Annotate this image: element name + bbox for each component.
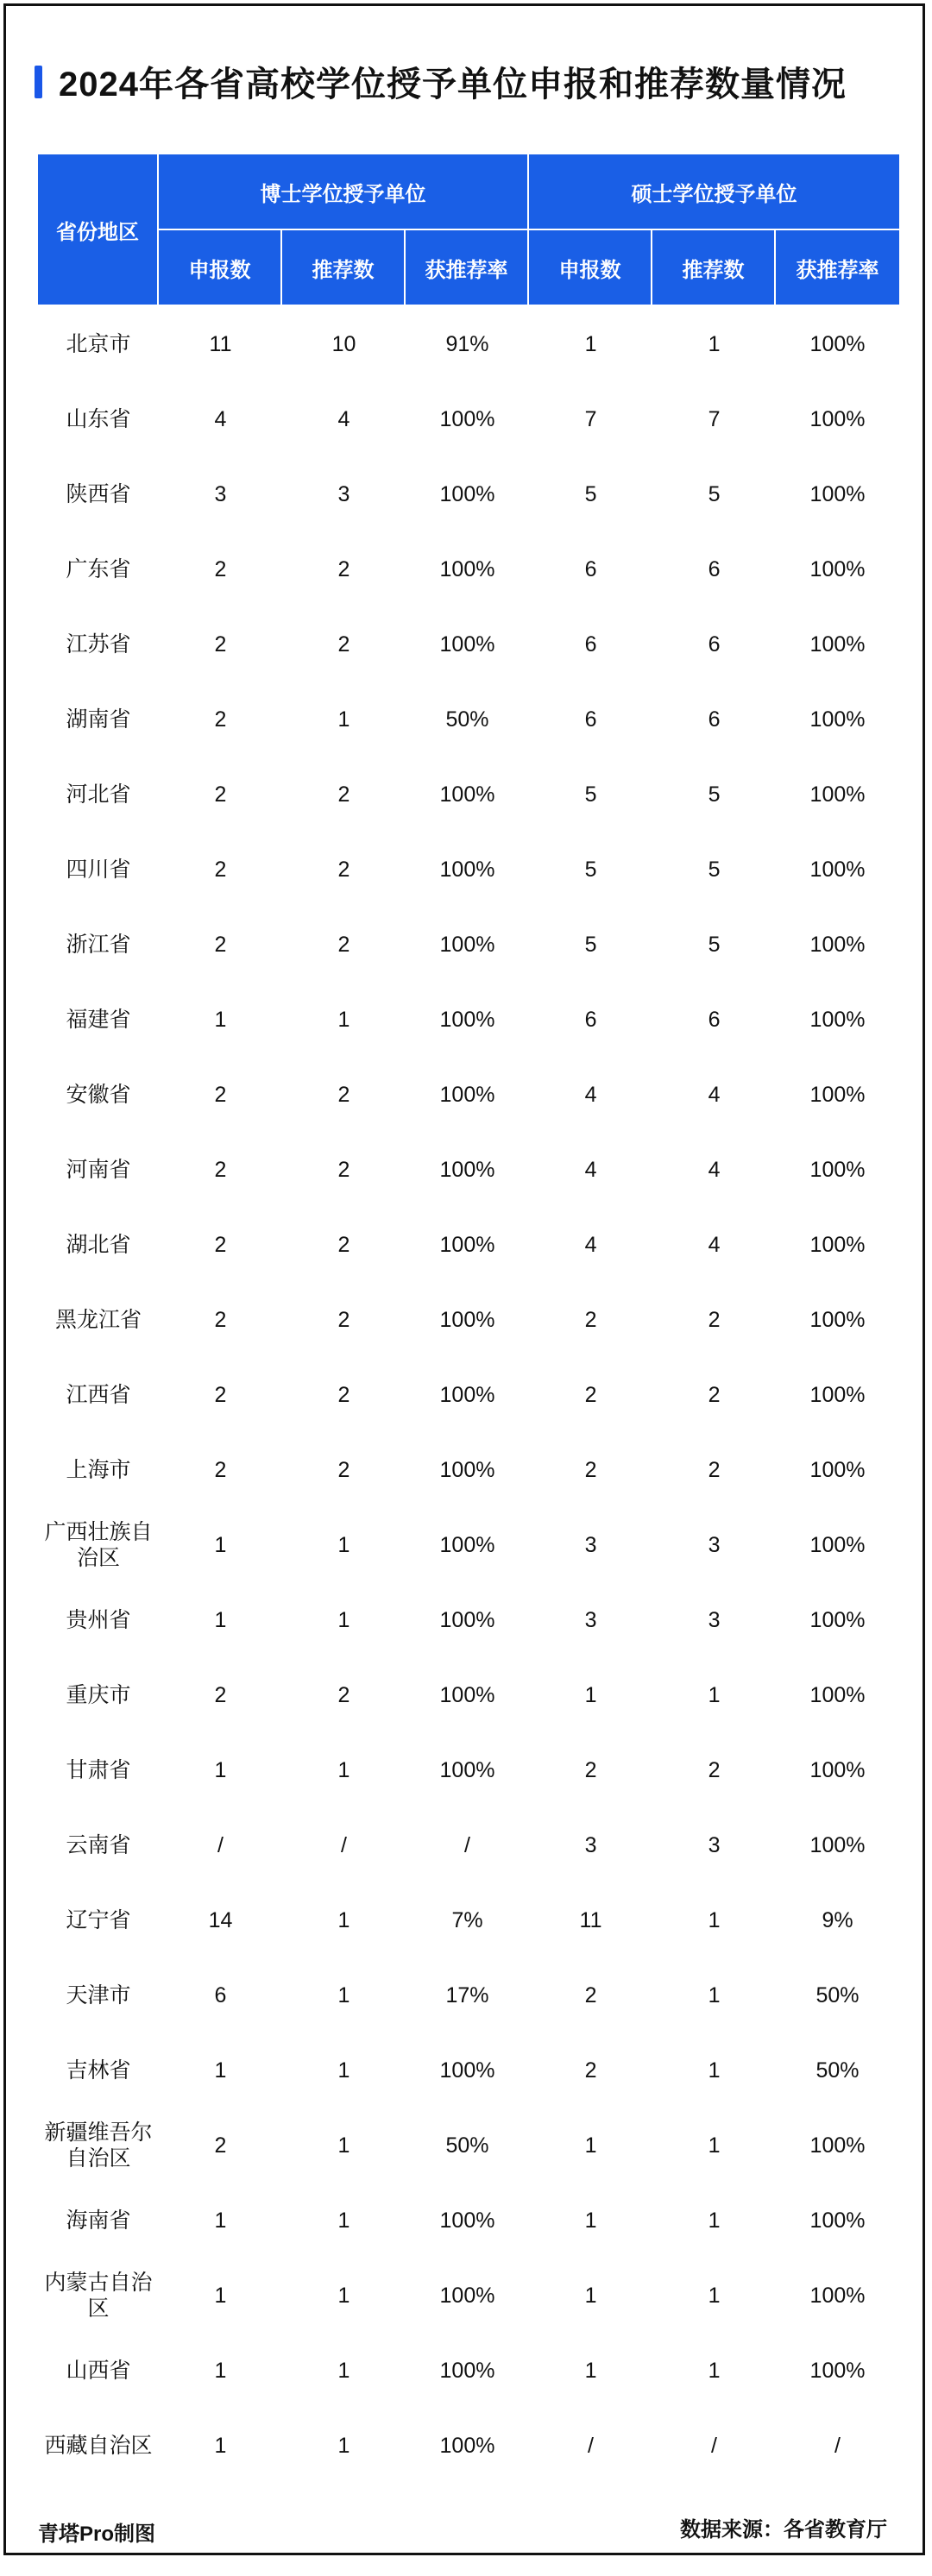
master-rate-cell: 100% — [809, 556, 866, 581]
table-row — [38, 1207, 899, 1282]
doctoral-rate-cell: 50% — [445, 2133, 489, 2158]
master-rate-cell: 100% — [809, 1532, 866, 1557]
doctoral-rate-cell: 100% — [439, 1532, 495, 1557]
master-applied-cell: 2 — [584, 1982, 597, 2007]
doctoral-recommended-cell: 2 — [337, 857, 350, 882]
doctoral-rate-cell: 100% — [439, 1607, 495, 1632]
province-cell: 内蒙古自治区 — [44, 2270, 153, 2321]
master-applied-cell: 3 — [584, 1832, 597, 1857]
province-cell: 甘肃省 — [66, 1757, 131, 1782]
master-rate-cell: 100% — [809, 932, 866, 957]
master-applied-cell: 6 — [584, 1007, 597, 1032]
province-cell: 山西省 — [66, 2358, 131, 2383]
doctoral-rate-cell: 100% — [439, 2058, 495, 2083]
doctoral-applied-cell: 1 — [214, 2358, 227, 2383]
master-recommended-cell: 1 — [708, 2283, 721, 2308]
master-rate-cell: 100% — [809, 1757, 866, 1782]
doctoral-recommended-cell: / — [341, 1832, 347, 1857]
master-applied-cell: 6 — [584, 707, 597, 732]
doctoral-recommended-cell: 1 — [337, 2433, 350, 2458]
table-row — [38, 2408, 899, 2483]
province-cell: 贵州省 — [66, 1607, 131, 1632]
master-recommended-cell: 3 — [708, 1532, 721, 1557]
master-rate-cell: 100% — [809, 2358, 866, 2383]
master-recommended-cell: 6 — [708, 1007, 721, 1032]
subheader-doctoral-rate: 获推荐率 — [406, 230, 529, 306]
subheader-doctoral-recommended: 推荐数 — [282, 230, 406, 306]
master-recommended-cell: 5 — [708, 857, 721, 882]
master-rate-cell: 100% — [809, 406, 866, 431]
province-cell: 重庆市 — [66, 1682, 131, 1707]
master-rate-cell: / — [834, 2433, 841, 2458]
doctoral-rate-cell: 100% — [439, 631, 495, 657]
master-recommended-cell: 3 — [708, 1832, 721, 1857]
table-row — [38, 682, 899, 757]
table-row — [38, 832, 899, 907]
doctoral-recommended-cell: 4 — [337, 406, 350, 431]
master-applied-cell: 2 — [584, 1757, 597, 1782]
province-cell: 辽宁省 — [66, 1907, 131, 1932]
doctoral-rate-cell: 100% — [439, 2358, 495, 2383]
master-rate-cell: 100% — [809, 1457, 866, 1482]
master-recommended-cell: 5 — [708, 782, 721, 807]
master-rate-cell: 100% — [809, 1382, 866, 1407]
table-row — [38, 1582, 899, 1657]
data-table — [38, 154, 899, 2483]
doctoral-applied-cell: / — [217, 1832, 224, 1857]
master-applied-cell: / — [588, 2433, 594, 2458]
master-recommended-cell: 7 — [708, 406, 721, 431]
doctoral-rate-cell: 100% — [439, 1082, 495, 1107]
doctoral-rate-cell: 100% — [439, 1232, 495, 1257]
doctoral-rate-cell: 91% — [445, 331, 489, 356]
doctoral-rate-cell: 7% — [451, 1907, 483, 1932]
doctoral-recommended-cell: 1 — [337, 1607, 350, 1632]
doctoral-applied-cell: 11 — [209, 331, 232, 356]
master-recommended-cell: 1 — [708, 331, 721, 356]
doctoral-rate-cell: 100% — [439, 1307, 495, 1332]
doctoral-applied-cell: 2 — [214, 2133, 227, 2158]
master-applied-cell: 4 — [584, 1157, 597, 1182]
table-row — [38, 1432, 899, 1507]
doctoral-recommended-cell: 1 — [337, 2358, 350, 2383]
master-applied-cell: 3 — [584, 1532, 597, 1557]
province-cell: 西藏自治区 — [44, 2433, 153, 2458]
province-cell: 广西壮族自治区 — [44, 1519, 153, 1570]
master-rate-cell: 100% — [809, 1157, 866, 1182]
doctoral-rate-cell: 100% — [439, 1382, 495, 1407]
doctoral-rate-cell: 100% — [439, 481, 495, 506]
table-row — [38, 1282, 899, 1357]
table-row — [38, 1732, 899, 1807]
table-row — [38, 1057, 899, 1132]
master-recommended-cell: 4 — [708, 1232, 721, 1257]
master-applied-cell: 6 — [584, 556, 597, 581]
master-recommended-cell: 2 — [708, 1307, 721, 1332]
table-row — [38, 2258, 899, 2333]
master-applied-cell: 4 — [584, 1232, 597, 1257]
doctoral-applied-cell: 2 — [214, 556, 227, 581]
doctoral-applied-cell: 2 — [214, 1082, 227, 1107]
doctoral-rate-cell: 100% — [439, 1157, 495, 1182]
doctoral-applied-cell: 1 — [214, 1607, 227, 1632]
subheader-doctoral-applied: 申报数 — [159, 230, 282, 306]
doctoral-applied-cell: 2 — [214, 1232, 227, 1257]
master-rate-cell: 100% — [809, 1307, 866, 1332]
table-row — [38, 456, 899, 531]
doctoral-rate-cell: 100% — [439, 857, 495, 882]
province-cell: 新疆维吾尔自治区 — [44, 2120, 153, 2171]
table-row — [38, 381, 899, 456]
doctoral-rate-cell: 100% — [439, 782, 495, 807]
doctoral-recommended-cell: 1 — [337, 1757, 350, 1782]
doctoral-recommended-cell: 2 — [337, 782, 350, 807]
doctoral-rate-cell: 100% — [439, 2283, 495, 2308]
province-cell: 四川省 — [66, 857, 131, 882]
master-applied-cell: 1 — [584, 331, 597, 356]
master-applied-cell: 1 — [584, 2208, 597, 2233]
master-recommended-cell: 2 — [708, 1382, 721, 1407]
master-applied-cell: 7 — [584, 406, 597, 431]
doctoral-applied-cell: 1 — [214, 1532, 227, 1557]
doctoral-recommended-cell: 2 — [337, 1457, 350, 1482]
footer-credit: 青塔Pro制图 — [38, 2523, 156, 2546]
doctoral-recommended-cell: 1 — [337, 1532, 350, 1557]
master-recommended-cell: 6 — [708, 707, 721, 732]
doctoral-applied-cell: 2 — [214, 857, 227, 882]
group-header-master: 硕士学位授予单位 — [529, 154, 899, 230]
province-cell: 湖北省 — [66, 1232, 131, 1257]
footer-source: 数据来源：各省教育厅 — [680, 2518, 887, 2541]
doctoral-applied-cell: 1 — [214, 2058, 227, 2083]
doctoral-recommended-cell: 2 — [337, 1307, 350, 1332]
doctoral-applied-cell: 1 — [214, 2433, 227, 2458]
doctoral-recommended-cell: 2 — [337, 1382, 350, 1407]
doctoral-recommended-cell: 1 — [337, 1907, 350, 1932]
table-body — [38, 306, 899, 2483]
master-rate-cell: 100% — [809, 2283, 866, 2308]
master-rate-cell: 100% — [809, 631, 866, 657]
master-rate-cell: 50% — [816, 2058, 860, 2083]
doctoral-recommended-cell: 1 — [337, 2208, 350, 2233]
master-recommended-cell: 1 — [708, 2208, 721, 2233]
region-header: 省份地区 — [38, 154, 159, 306]
province-cell: 江苏省 — [66, 631, 131, 657]
master-applied-cell: 1 — [584, 1682, 597, 1707]
province-cell: 湖南省 — [66, 707, 131, 732]
master-recommended-cell: 4 — [708, 1082, 721, 1107]
doctoral-rate-cell: / — [464, 1832, 470, 1857]
master-recommended-cell: 2 — [708, 1457, 721, 1482]
master-rate-cell: 100% — [809, 1682, 866, 1707]
province-cell: 江西省 — [66, 1382, 131, 1407]
master-applied-cell: 4 — [584, 1082, 597, 1107]
master-applied-cell: 2 — [584, 2058, 597, 2083]
table-row — [38, 2183, 899, 2258]
master-recommended-cell: 6 — [708, 631, 721, 657]
doctoral-rate-cell: 100% — [439, 406, 495, 431]
doctoral-rate-cell: 100% — [439, 1682, 495, 1707]
doctoral-recommended-cell: 2 — [337, 1232, 350, 1257]
master-recommended-cell: 1 — [708, 2133, 721, 2158]
doctoral-applied-cell: 2 — [214, 1682, 227, 1707]
doctoral-rate-cell: 100% — [439, 932, 495, 957]
doctoral-applied-cell: 3 — [214, 481, 227, 506]
master-rate-cell: 100% — [809, 1007, 866, 1032]
province-cell: 海南省 — [66, 2208, 131, 2233]
table-row — [38, 2333, 899, 2408]
doctoral-recommended-cell: 2 — [337, 631, 350, 657]
province-cell: 河南省 — [66, 1157, 131, 1182]
page-title: 2024年各省高校学位授予单位申报和推荐数量情况 — [59, 66, 847, 104]
doctoral-recommended-cell: 10 — [331, 331, 356, 356]
doctoral-applied-cell: 2 — [214, 1157, 227, 1182]
table-row — [38, 306, 899, 381]
doctoral-applied-cell: 2 — [214, 707, 227, 732]
master-recommended-cell: 4 — [708, 1157, 721, 1182]
title-accent-bar — [35, 66, 42, 98]
master-recommended-cell: 3 — [708, 1607, 721, 1632]
master-recommended-cell: 5 — [708, 481, 721, 506]
group-header-doctoral: 博士学位授予单位 — [159, 154, 529, 230]
doctoral-applied-cell: 2 — [214, 631, 227, 657]
master-recommended-cell: / — [711, 2433, 717, 2458]
doctoral-rate-cell: 100% — [439, 1457, 495, 1482]
master-recommended-cell: 1 — [708, 2358, 721, 2383]
master-rate-cell: 100% — [809, 2208, 866, 2233]
doctoral-recommended-cell: 1 — [337, 1982, 350, 2007]
doctoral-recommended-cell: 2 — [337, 1157, 350, 1182]
doctoral-applied-cell: 4 — [214, 406, 227, 431]
master-recommended-cell: 6 — [708, 556, 721, 581]
master-rate-cell: 100% — [809, 2133, 866, 2158]
doctoral-applied-cell: 2 — [214, 782, 227, 807]
doctoral-recommended-cell: 1 — [337, 2133, 350, 2158]
table-row — [38, 1882, 899, 1957]
table-row — [38, 1657, 899, 1732]
province-cell: 山东省 — [66, 406, 131, 431]
doctoral-applied-cell: 2 — [214, 1307, 227, 1332]
doctoral-applied-cell: 2 — [214, 1457, 227, 1482]
table-row — [38, 757, 899, 832]
province-cell: 北京市 — [66, 331, 131, 356]
master-applied-cell: 2 — [584, 1457, 597, 1482]
master-applied-cell: 5 — [584, 857, 597, 882]
doctoral-recommended-cell: 2 — [337, 932, 350, 957]
doctoral-applied-cell: 1 — [214, 1007, 227, 1032]
subheader-master-rate: 获推荐率 — [776, 230, 899, 306]
master-rate-cell: 100% — [809, 481, 866, 506]
province-cell: 黑龙江省 — [54, 1307, 142, 1332]
province-cell: 浙江省 — [66, 932, 131, 957]
master-rate-cell: 100% — [809, 707, 866, 732]
subheader-master-recommended: 推荐数 — [652, 230, 776, 306]
table-row — [38, 1957, 899, 2033]
province-cell: 吉林省 — [66, 2058, 131, 2083]
doctoral-applied-cell: 14 — [208, 1907, 233, 1932]
master-recommended-cell: 1 — [708, 2058, 721, 2083]
master-rate-cell: 100% — [809, 1082, 866, 1107]
province-cell: 天津市 — [66, 1982, 131, 2007]
province-cell: 上海市 — [66, 1457, 131, 1482]
table-row — [38, 1357, 899, 1432]
master-recommended-cell: 1 — [708, 1907, 721, 1932]
doctoral-applied-cell: 2 — [214, 932, 227, 957]
master-applied-cell: 1 — [584, 2133, 597, 2158]
doctoral-rate-cell: 17% — [445, 1982, 489, 2007]
master-applied-cell: 2 — [584, 1307, 597, 1332]
master-applied-cell: 5 — [584, 932, 597, 957]
doctoral-rate-cell: 100% — [439, 2208, 495, 2233]
master-rate-cell: 100% — [809, 782, 866, 807]
master-applied-cell: 6 — [584, 631, 597, 657]
doctoral-recommended-cell: 1 — [337, 2283, 350, 2308]
table-header — [38, 154, 899, 306]
master-applied-cell: 5 — [584, 782, 597, 807]
province-cell: 广东省 — [66, 556, 131, 581]
doctoral-applied-cell: 1 — [214, 2283, 227, 2308]
doctoral-applied-cell: 6 — [214, 1982, 227, 2007]
doctoral-applied-cell: 2 — [214, 1382, 227, 1407]
master-rate-cell: 100% — [809, 1832, 866, 1857]
table-row — [38, 1507, 899, 1582]
table-row — [38, 982, 899, 1057]
table-row — [38, 1132, 899, 1207]
doctoral-rate-cell: 100% — [439, 1757, 495, 1782]
master-applied-cell: 1 — [584, 2283, 597, 2308]
doctoral-recommended-cell: 2 — [337, 556, 350, 581]
doctoral-recommended-cell: 1 — [337, 1007, 350, 1032]
table-row — [38, 531, 899, 606]
doctoral-rate-cell: 100% — [439, 2433, 495, 2458]
master-recommended-cell: 5 — [708, 932, 721, 957]
province-cell: 陕西省 — [66, 481, 131, 506]
doctoral-applied-cell: 1 — [214, 2208, 227, 2233]
master-rate-cell: 100% — [809, 857, 866, 882]
master-recommended-cell: 1 — [708, 1982, 721, 2007]
master-applied-cell: 5 — [584, 481, 597, 506]
doctoral-recommended-cell: 1 — [337, 2058, 350, 2083]
doctoral-rate-cell: 50% — [445, 707, 489, 732]
master-rate-cell: 50% — [816, 1982, 860, 2007]
province-cell: 安徽省 — [66, 1082, 131, 1107]
doctoral-rate-cell: 100% — [439, 556, 495, 581]
doctoral-recommended-cell: 3 — [337, 481, 350, 506]
master-rate-cell: 100% — [809, 331, 866, 356]
table-row — [38, 907, 899, 982]
doctoral-recommended-cell: 1 — [337, 707, 350, 732]
master-applied-cell: 3 — [584, 1607, 597, 1632]
doctoral-recommended-cell: 2 — [337, 1082, 350, 1107]
table-row — [38, 1807, 899, 1882]
table-row — [38, 2033, 899, 2108]
province-cell: 云南省 — [66, 1832, 131, 1857]
province-cell: 河北省 — [66, 782, 131, 807]
master-rate-cell: 100% — [809, 1232, 866, 1257]
table-row — [38, 2108, 899, 2183]
master-applied-cell: 2 — [584, 1382, 597, 1407]
master-rate-cell: 9% — [822, 1907, 853, 1932]
province-cell: 福建省 — [66, 1007, 131, 1032]
master-rate-cell: 100% — [809, 1607, 866, 1632]
master-applied-cell: 1 — [584, 2358, 597, 2383]
master-recommended-cell: 1 — [708, 1682, 721, 1707]
subheader-master-applied: 申报数 — [529, 230, 652, 306]
doctoral-rate-cell: 100% — [439, 1007, 495, 1032]
master-applied-cell: 11 — [579, 1907, 602, 1932]
doctoral-applied-cell: 1 — [214, 1757, 227, 1782]
table-row — [38, 606, 899, 682]
doctoral-recommended-cell: 2 — [337, 1682, 350, 1707]
master-recommended-cell: 2 — [708, 1757, 721, 1782]
